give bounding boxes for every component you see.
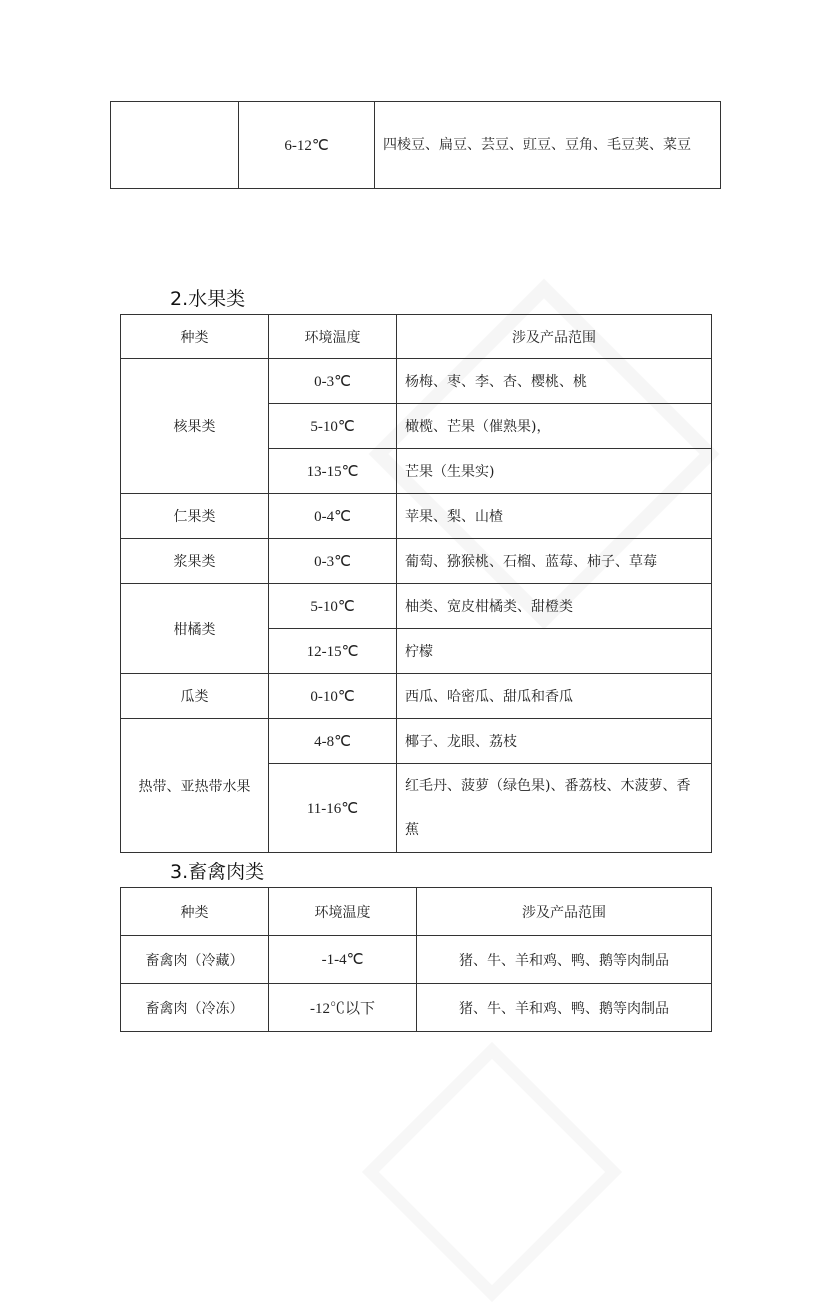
header-temp: 环境温度 bbox=[269, 315, 397, 359]
products-cell: 柠檬 bbox=[397, 629, 712, 674]
header-temp: 环境温度 bbox=[269, 888, 417, 936]
products-cell: 红毛丹、菠萝（绿色果)、番荔枝、木菠萝、香蕉 bbox=[397, 764, 712, 853]
table-row bbox=[111, 102, 721, 189]
category-cell: 热带、亚热带水果 bbox=[121, 719, 269, 853]
table-row bbox=[121, 494, 712, 539]
temp-cell: 0-3℃ bbox=[269, 359, 397, 404]
products-cell: 苹果、梨、山楂 bbox=[397, 494, 712, 539]
products-cell: 猪、牛、羊和鸡、鸭、鹅等肉制品 bbox=[417, 984, 712, 1032]
category-cell: 畜禽肉（冷冻） bbox=[121, 984, 269, 1032]
products-cell: 椰子、龙眼、荔枝 bbox=[397, 719, 712, 764]
vegetable-table-continued bbox=[110, 101, 721, 189]
products-cell: 葡萄、猕猴桃、石榴、蓝莓、柿子、草莓 bbox=[397, 539, 712, 584]
category-cell: 畜禽肉（冷藏） bbox=[121, 936, 269, 984]
header-category: 种类 bbox=[121, 315, 269, 359]
meat-table bbox=[120, 887, 712, 1032]
category-cell bbox=[111, 102, 239, 189]
table-row bbox=[121, 359, 712, 404]
products-cell: 四棱豆、扁豆、芸豆、豇豆、豆角、毛豆荚、菜豆 bbox=[375, 102, 721, 189]
temp-cell: 6-12℃ bbox=[239, 102, 375, 189]
header-category: 种类 bbox=[121, 888, 269, 936]
table-row bbox=[121, 584, 712, 629]
products-cell: 猪、牛、羊和鸡、鸭、鹅等肉制品 bbox=[417, 936, 712, 984]
table-row bbox=[121, 984, 712, 1032]
table-row bbox=[121, 674, 712, 719]
products-cell: 柚类、宽皮柑橘类、甜橙类 bbox=[397, 584, 712, 629]
header-products: 涉及产品范围 bbox=[417, 888, 712, 936]
section-heading-meat: 3.畜禽肉类 bbox=[170, 861, 265, 883]
category-cell: 瓜类 bbox=[121, 674, 269, 719]
table-header-row bbox=[121, 888, 712, 936]
table-header-row bbox=[121, 315, 712, 359]
header-products: 涉及产品范围 bbox=[397, 315, 712, 359]
temp-cell: 5-10℃ bbox=[269, 404, 397, 449]
watermark-logo-bottom bbox=[362, 1042, 622, 1302]
products-cell: 杨梅、枣、李、杏、樱桃、桃 bbox=[397, 359, 712, 404]
table-row bbox=[121, 719, 712, 764]
category-cell: 核果类 bbox=[121, 359, 269, 494]
temp-cell: 13-15℃ bbox=[269, 449, 397, 494]
temp-cell: 4-8℃ bbox=[269, 719, 397, 764]
category-cell: 仁果类 bbox=[121, 494, 269, 539]
temp-cell: 0-10℃ bbox=[269, 674, 397, 719]
fruit-table bbox=[120, 314, 712, 853]
table-row bbox=[121, 539, 712, 584]
category-cell: 柑橘类 bbox=[121, 584, 269, 674]
section-heading-fruit: 2.水果类 bbox=[170, 288, 246, 310]
temp-cell: 0-4℃ bbox=[269, 494, 397, 539]
temp-cell: 5-10℃ bbox=[269, 584, 397, 629]
temp-cell: -1-4℃ bbox=[269, 936, 417, 984]
temp-cell: 12-15℃ bbox=[269, 629, 397, 674]
temp-cell: -12℃以下 bbox=[269, 984, 417, 1032]
products-cell: 芒果（生果实) bbox=[397, 449, 712, 494]
category-cell: 浆果类 bbox=[121, 539, 269, 584]
temp-cell: 0-3℃ bbox=[269, 539, 397, 584]
products-cell: 橄榄、芒果（催熟果)， bbox=[397, 404, 712, 449]
temp-cell: 11-16℃ bbox=[269, 764, 397, 853]
products-cell: 西瓜、哈密瓜、甜瓜和香瓜 bbox=[397, 674, 712, 719]
table-row bbox=[121, 936, 712, 984]
